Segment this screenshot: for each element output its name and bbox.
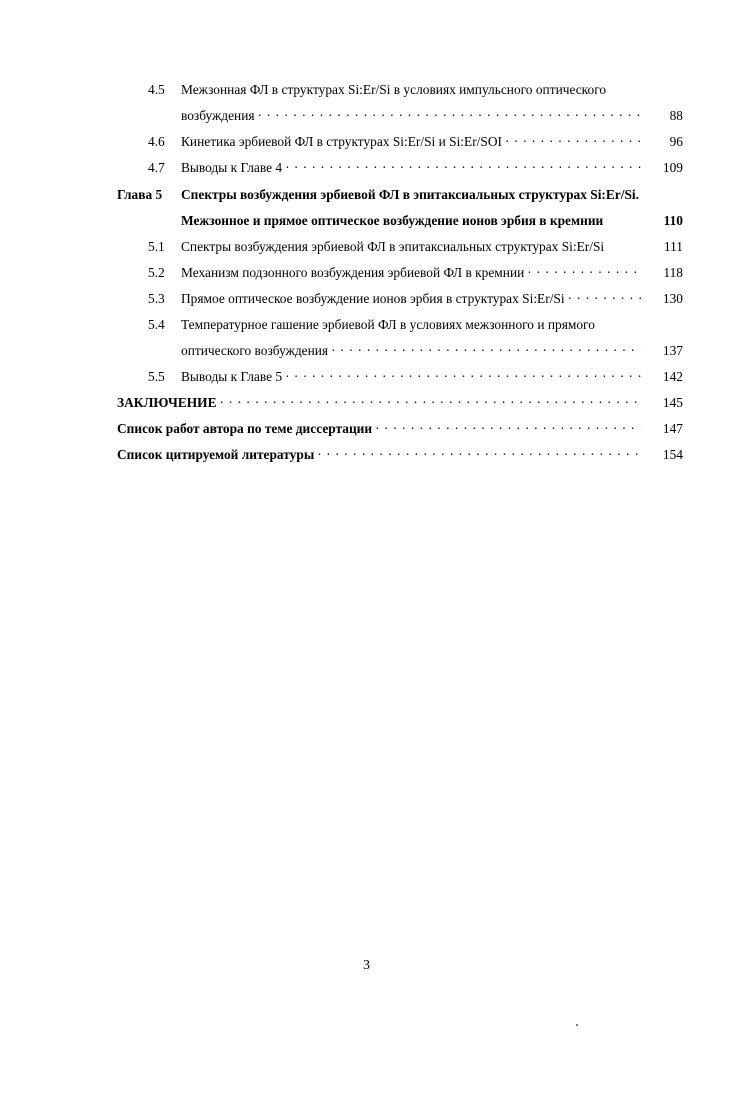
page-ref: 147 — [662, 421, 683, 436]
page-ref: 118 — [663, 265, 683, 280]
section-number: 5.3 — [148, 291, 165, 306]
leader-dots — [282, 369, 641, 385]
section-title-line-1: Межзонная ФЛ в структурах Si:Er/Si в условиях импульсного оптического — [181, 82, 607, 97]
section-title: Список работ автора по теме диссертации — [117, 421, 373, 436]
leader-dots — [565, 291, 641, 307]
leader-dots — [328, 343, 641, 359]
leader-dots — [255, 108, 641, 124]
chapter-title-line-1: Спектры возбуждения эрбиевой ФЛ в эпитаксиальных структурах Si:Er/Si. — [181, 187, 639, 202]
page-ref: 137 — [662, 343, 683, 358]
section-title: Выводы к Главе 5 — [181, 369, 283, 384]
section-number: 4.6 — [148, 134, 165, 149]
section-number: 4.7 — [148, 160, 165, 175]
section-title: ЗАКЛЮЧЕНИЕ — [117, 395, 217, 410]
page-number: 3 — [363, 958, 370, 973]
page-ref: 142 — [662, 369, 683, 384]
section-number: 5.4 — [148, 317, 165, 332]
page-ref: 110 — [663, 213, 683, 228]
page-ref: 111 — [663, 239, 683, 254]
section-title: Список цитируемой литературы — [117, 447, 315, 462]
section-number: 5.5 — [148, 369, 165, 384]
section-title: Кинетика эрбиевой ФЛ в структурах Si:Er/Si и Si:Er/SOI — [181, 134, 502, 149]
scan-speck — [576, 1024, 578, 1026]
section-title: Спектры возбуждения эрбиевой ФЛ в эпитаксиальных структурах Si:Er/Si — [181, 239, 605, 254]
section-title-line-1: Температурное гашение эрбиевой ФЛ в условиях межзонного и прямого — [181, 317, 595, 332]
section-number: 4.5 — [148, 82, 165, 97]
page-ref: 109 — [662, 160, 683, 175]
section-title-line-2: возбуждения — [181, 108, 255, 123]
section-title: Выводы к Главе 4 — [181, 160, 283, 175]
page-ref: 88 — [669, 108, 683, 123]
page-ref: 130 — [662, 291, 683, 306]
leader-dots — [524, 265, 641, 281]
page-ref: 96 — [669, 134, 683, 149]
page-ref: 154 — [662, 447, 683, 462]
leader-dots — [372, 421, 641, 437]
section-title: Механизм подзонного возбуждения эрбиевой ФЛ в кремнии — [181, 265, 525, 280]
section-number: 5.1 — [148, 239, 165, 254]
page-ref: 145 — [662, 395, 683, 410]
leader-dots — [217, 395, 641, 411]
chapter-label: Глава 5 — [117, 187, 163, 202]
leader-dots — [282, 160, 641, 176]
leader-dots — [502, 134, 641, 150]
chapter-title-line-2: Межзонное и прямое оптическое возбуждение ионов эрбия в кремнии — [181, 213, 604, 228]
section-title-line-2: оптического возбуждения — [181, 343, 329, 358]
section-number: 5.2 — [148, 265, 165, 280]
section-title: Прямое оптическое возбуждение ионов эрбия в структурах Si:Er/Si — [181, 291, 565, 306]
leader-dots — [314, 447, 641, 463]
